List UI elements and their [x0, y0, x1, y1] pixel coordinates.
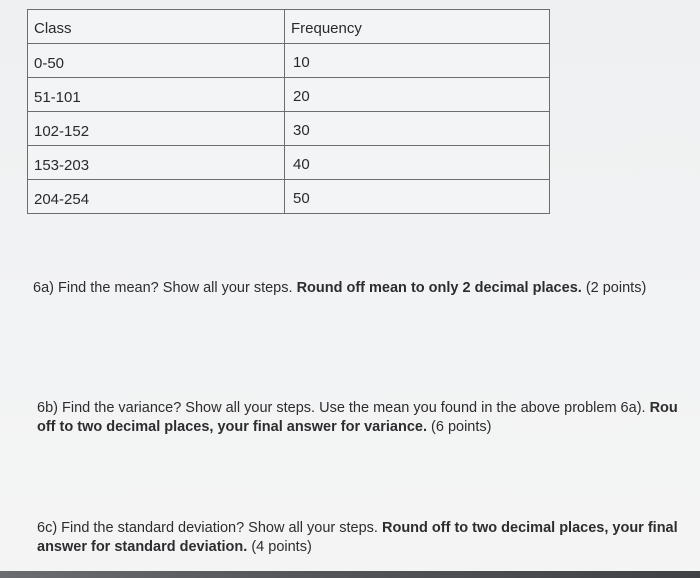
- frequency-table: [27, 9, 550, 214]
- question-6b-line1: [37, 399, 678, 418]
- class-cell: [28, 78, 285, 112]
- frequency-value: 20: [293, 88, 310, 105]
- question-6a-points: (2 points): [581, 280, 647, 296]
- table-row: [28, 146, 550, 180]
- question-6b-instruction-start: Rou: [649, 400, 678, 416]
- question-6a-text: 6a) Find the mean? Show all your steps.: [33, 280, 297, 296]
- question-6a-instruction: Round off mean to only 2 decimal places.: [296, 280, 582, 296]
- class-value: 204-254: [34, 191, 90, 208]
- class-cell: [28, 44, 285, 78]
- question-6c-instruction-start: Round off to two decimal places, your final: [381, 520, 678, 536]
- question-6a: [33, 279, 646, 298]
- frequency-cell: [285, 112, 550, 146]
- question-6c: [37, 519, 678, 557]
- frequency-cell: [285, 78, 550, 112]
- question-6b: [37, 399, 678, 437]
- question-6c-line1: [37, 519, 678, 538]
- class-cell: [28, 146, 285, 180]
- class-value: 102-152: [34, 123, 90, 140]
- column-header-class: [28, 10, 285, 44]
- question-6c-line2: [37, 538, 678, 557]
- table-header-row: [28, 10, 550, 44]
- question-6b-instruction: off to two decimal places, your final answer for variance.: [37, 419, 427, 435]
- column-header-frequency-label: Frequency: [291, 20, 362, 37]
- question-6c-text: 6c) Find the standard deviation? Show all your steps.: [37, 520, 382, 536]
- frequency-value: 10: [293, 54, 310, 71]
- class-cell: [28, 180, 285, 214]
- class-cell: [28, 112, 285, 146]
- table-row: [28, 180, 550, 214]
- class-value: 0-50: [34, 55, 65, 72]
- question-6b-points: (6 points): [427, 419, 492, 435]
- bottom-edge-bar: [0, 571, 700, 578]
- frequency-cell: [285, 44, 550, 78]
- class-value: 153-203: [34, 157, 90, 174]
- question-6c-instruction: answer for standard deviation.: [37, 539, 248, 555]
- frequency-value: 30: [293, 122, 310, 139]
- frequency-value: 40: [293, 156, 310, 173]
- question-6b-line2: [37, 418, 678, 437]
- table-row: [28, 44, 550, 78]
- question-6c-points: (4 points): [247, 539, 312, 555]
- frequency-value: 50: [293, 190, 310, 207]
- column-header-frequency: [285, 10, 550, 44]
- frequency-cell: [285, 180, 550, 214]
- class-value: 51-101: [34, 89, 81, 106]
- column-header-class-label: Class: [34, 20, 72, 37]
- table-row: [28, 78, 550, 112]
- frequency-cell: [285, 146, 550, 180]
- question-6b-text: 6b) Find the variance? Show all your steps. Use the mean you found in the above problem 6a).: [37, 400, 650, 416]
- table-row: [28, 112, 550, 146]
